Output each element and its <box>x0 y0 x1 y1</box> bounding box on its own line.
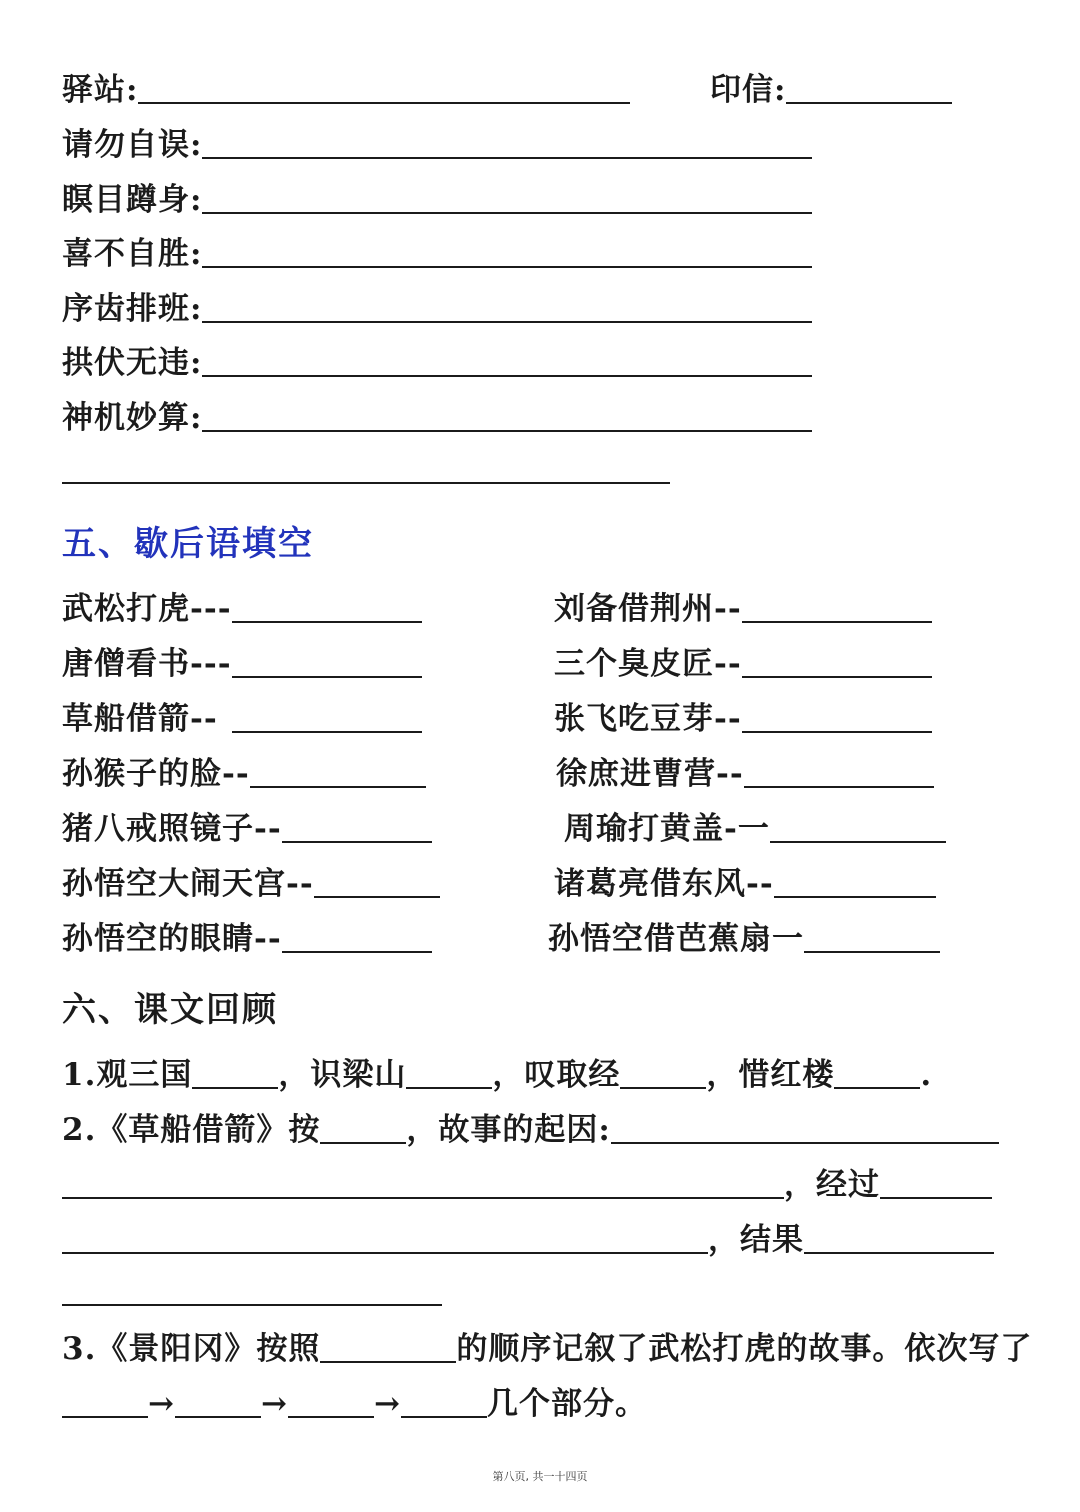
arrow-icon: → <box>148 1386 175 1422</box>
xiehouyu-left <box>62 640 422 684</box>
answer-blank[interactable] <box>232 593 422 623</box>
xiehouyu-right <box>554 695 932 739</box>
answer-blank[interactable] <box>202 238 812 268</box>
question-2 <box>62 1106 999 1150</box>
question-text: ，叹取经 <box>492 1057 621 1093</box>
question-text: 的顺序记叙了武松打虎的故事。依次写了 <box>456 1331 1033 1367</box>
question-text: 几个部分。 <box>486 1386 647 1422</box>
section-5-heading: 五、歇后语填空 <box>62 524 314 564</box>
xiehouyu-text: 孙悟空大闹天宫-- <box>62 866 314 902</box>
answer-blank[interactable] <box>880 1169 992 1199</box>
answer-blank[interactable] <box>62 1224 708 1254</box>
answer-blank[interactable] <box>804 923 940 953</box>
question-text: ，结果 <box>708 1222 804 1258</box>
xiehouyu-left <box>62 860 440 904</box>
answer-blank[interactable] <box>250 758 426 788</box>
question-1 <box>62 1051 932 1095</box>
answer-blank[interactable] <box>62 1169 784 1199</box>
answer-blank[interactable] <box>320 1333 456 1363</box>
vocab-term: 瞑目蹲身: <box>62 182 203 218</box>
xiehouyu-left <box>62 750 426 794</box>
page-footer: 第八页, 共一十四页 <box>492 1470 588 1483</box>
xiehouyu-text: 诸葛亮借东风-- <box>554 866 774 902</box>
question-2-line-2 <box>62 1161 992 1205</box>
answer-blank[interactable] <box>202 184 812 214</box>
question-3 <box>62 1325 1032 1369</box>
xiehouyu-text: 刘备借荆州-- <box>554 591 742 627</box>
xiehouyu-right <box>556 750 934 794</box>
xiehouyu-text: 孙悟空的眼睛-- <box>62 921 282 957</box>
vocab-row <box>62 339 812 383</box>
xiehouyu-right <box>564 805 946 849</box>
question-text: ，经过 <box>784 1167 880 1203</box>
answer-blank[interactable] <box>282 813 432 843</box>
vocab-term: 印信: <box>710 72 787 108</box>
xiehouyu-text: 周瑜打黄盖-一 <box>564 811 770 847</box>
xiehouyu-right <box>554 860 936 904</box>
vocab-term: 神机妙算: <box>62 400 203 436</box>
question-text: 1.观三国 <box>62 1057 193 1093</box>
question-text: ，惜红楼 <box>706 1057 835 1093</box>
answer-blank[interactable] <box>401 1388 487 1418</box>
question-3-line-2 <box>62 1380 647 1424</box>
xiehouyu-right <box>548 915 940 959</box>
vocab-row <box>62 230 812 274</box>
answer-blank[interactable] <box>175 1388 261 1418</box>
question-text: ，识梁山 <box>278 1057 407 1093</box>
answer-blank[interactable] <box>62 454 670 484</box>
answer-blank[interactable] <box>192 1059 278 1089</box>
answer-blank[interactable] <box>620 1059 706 1089</box>
vocab-row <box>62 121 812 165</box>
answer-blank[interactable] <box>314 868 440 898</box>
vocab-term: 序齿排班: <box>62 291 203 327</box>
xiehouyu-left <box>62 915 432 959</box>
xiehouyu-right <box>554 640 932 684</box>
xiehouyu-text: 猪八戒照镜子-- <box>62 811 282 847</box>
xiehouyu-left <box>62 585 422 629</box>
answer-blank[interactable] <box>288 1388 374 1418</box>
vocab-row <box>62 285 812 329</box>
xiehouyu-text: 张飞吃豆芽-- <box>554 701 742 737</box>
answer-blank[interactable] <box>786 74 952 104</box>
question-text: ，故事的起因: <box>406 1112 611 1148</box>
answer-blank[interactable] <box>804 1224 994 1254</box>
answer-blank[interactable] <box>744 758 934 788</box>
answer-blank[interactable] <box>202 347 812 377</box>
xiehouyu-text: 武松打虎--- <box>62 591 232 627</box>
answer-blank[interactable] <box>232 648 422 678</box>
vocab-term: 请勿自误: <box>62 127 203 163</box>
vocab-term: 拱伏无违: <box>62 345 203 381</box>
xiehouyu-left <box>62 805 432 849</box>
arrow-icon: → <box>373 1386 401 1422</box>
xiehouyu-text: 孙悟空借芭蕉扇一 <box>548 921 804 957</box>
answer-blank[interactable] <box>202 129 812 159</box>
answer-blank[interactable] <box>774 868 936 898</box>
answer-blank[interactable] <box>202 402 812 432</box>
answer-blank[interactable] <box>742 703 932 733</box>
answer-blank[interactable] <box>202 293 812 323</box>
vocab-row <box>62 394 812 438</box>
question-2-line-3 <box>62 1216 994 1260</box>
answer-blank[interactable] <box>138 74 630 104</box>
answer-blank[interactable] <box>742 648 932 678</box>
vocab-row-yinxin <box>710 66 952 110</box>
answer-blank[interactable] <box>282 923 432 953</box>
vocab-term: 喜不自胜: <box>62 236 203 272</box>
answer-blank[interactable] <box>611 1114 999 1144</box>
xiehouyu-text: 三个臭皮匠-- <box>554 646 742 682</box>
xiehouyu-text: 徐庶进曹营-- <box>556 756 744 792</box>
arrow-icon: → <box>260 1386 288 1422</box>
answer-blank[interactable] <box>320 1114 406 1144</box>
question-text: . <box>920 1057 933 1093</box>
section-6-heading: 六、课文回顾 <box>62 990 278 1030</box>
answer-blank[interactable] <box>62 1388 148 1418</box>
answer-blank[interactable] <box>834 1059 920 1089</box>
answer-blank[interactable] <box>742 593 932 623</box>
xiehouyu-left <box>62 695 422 739</box>
vocab-term: 驿站: <box>62 72 139 108</box>
answer-blank[interactable] <box>232 703 422 733</box>
answer-blank[interactable] <box>406 1059 492 1089</box>
vocab-row-yizhan <box>62 66 630 110</box>
answer-blank[interactable] <box>62 1276 442 1306</box>
xiehouyu-right <box>554 585 932 629</box>
answer-blank[interactable] <box>770 813 946 843</box>
vocab-row <box>62 176 812 220</box>
xiehouyu-text: 草船借箭-- <box>62 701 218 737</box>
xiehouyu-text: 孙猴子的脸-- <box>62 756 250 792</box>
xiehouyu-text: 唐僧看书--- <box>62 646 232 682</box>
question-text: 2.《草船借箭》按 <box>62 1112 321 1148</box>
question-text: 3.《景阳冈》按照 <box>62 1331 321 1367</box>
